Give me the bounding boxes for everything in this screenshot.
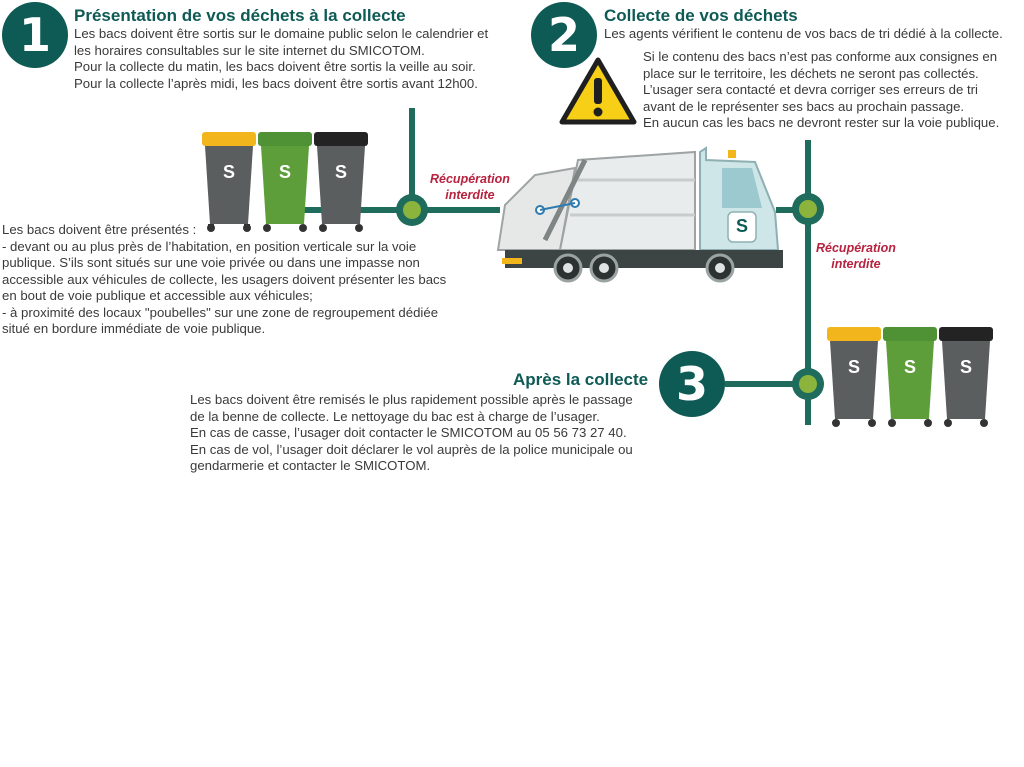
text-line: Si le contenu des bacs n’est pas conforme aux consignes en [643,49,998,64]
bin-logo: S [222,162,235,182]
text-line: Pour la collecte l’après midi, les bacs doivent être sortis avant 12h00. [74,75,478,91]
garbage-truck-icon [498,148,783,281]
node-right-top [792,193,824,225]
step-3-badge: 3 [659,351,725,417]
bin-logo: S [903,357,916,377]
step-2-intro [604,26,1003,43]
text-line: - devant ou au plus près de l’habitation, en position verticale sur la voie [2,238,417,254]
text-line: Les bacs doivent être présentés : [2,222,197,237]
text-line: gendarmerie et contacter le SMICOTOM. [190,458,431,473]
forbidden-line: Récupération [816,241,896,255]
text-line: Les bacs doivent être remisés le plus rapidement possible après le passage [190,392,633,407]
step-2-text [643,49,999,132]
step-1-badge: 1 [2,2,68,68]
step-2-badge: 2 [531,2,597,68]
bin-logo: S [278,162,291,182]
text-line: - à proximité des locaux "poubelles" sur une zone de regroupement dédiée [2,304,439,320]
bin-logo: S [959,357,972,377]
bin-logo: S [847,357,860,377]
text-line: En aucun cas les bacs ne devront rester sur la voie publique. [643,115,1000,130]
text-line: En cas de casse, l’usager doit contacter le SMICOTOM au 05 56 73 27 40. [190,425,627,440]
text-line: Pour la collecte du matin, les bacs doivent être sortis la veille au soir. [74,59,476,74]
node-right-bottom [792,368,824,400]
presentation-rules [2,222,446,338]
text-line: en bout de voie publique et accessible aux véhicules; [2,288,313,303]
text-line: situé en bordure immédiate de voie publique. [2,321,266,336]
step-3-text [190,392,633,475]
text-line: les horaires consultables sur le site internet du SMICOTOM. [74,42,425,58]
step-1-text [74,26,488,92]
text-line: En cas de vol, l’usager doit déclarer le vol auprès de la police municipale ou [190,441,633,457]
step-3-title: Après la collecte [513,370,649,389]
forbidden-line: interdite [831,257,881,271]
truck-logo: S [735,216,748,236]
forbidden-label-right [816,240,896,272]
warning-icon [562,60,634,122]
step-1-title: Présentation de vos déchets à la collecte [74,6,406,25]
text-line: Les bacs doivent être sortis sur le domaine public selon le calendrier et [74,26,489,41]
text-line: avant de le représenter ses bacs au prochain passage. [643,98,965,114]
text-line: de la benne de collecte. Le nettoyage du bac est à charge de l’usager. [190,408,600,424]
text-line: L’usager sera contacté et devra corriger ses erreurs de tri [643,82,978,97]
text-line: accessible aux véhicules de collecte, les usagers doivent présenter les bacs [2,271,447,287]
bin-logo: S [334,162,347,182]
text-line: publique. S’ils sont situés sur une voie privée ou dans une impasse non [2,255,420,270]
step-2-title: Collecte de vos déchets [604,6,798,25]
text-line: place sur le territoire, les déchets ne seront pas collectés. [643,65,979,81]
forbidden-label-left [430,171,510,203]
forbidden-line: interdite [445,188,495,202]
text-line: Les agents vérifient le contenu de vos bacs de tri dédié à la collecte. [604,26,1003,41]
forbidden-line: Récupération [430,172,510,186]
